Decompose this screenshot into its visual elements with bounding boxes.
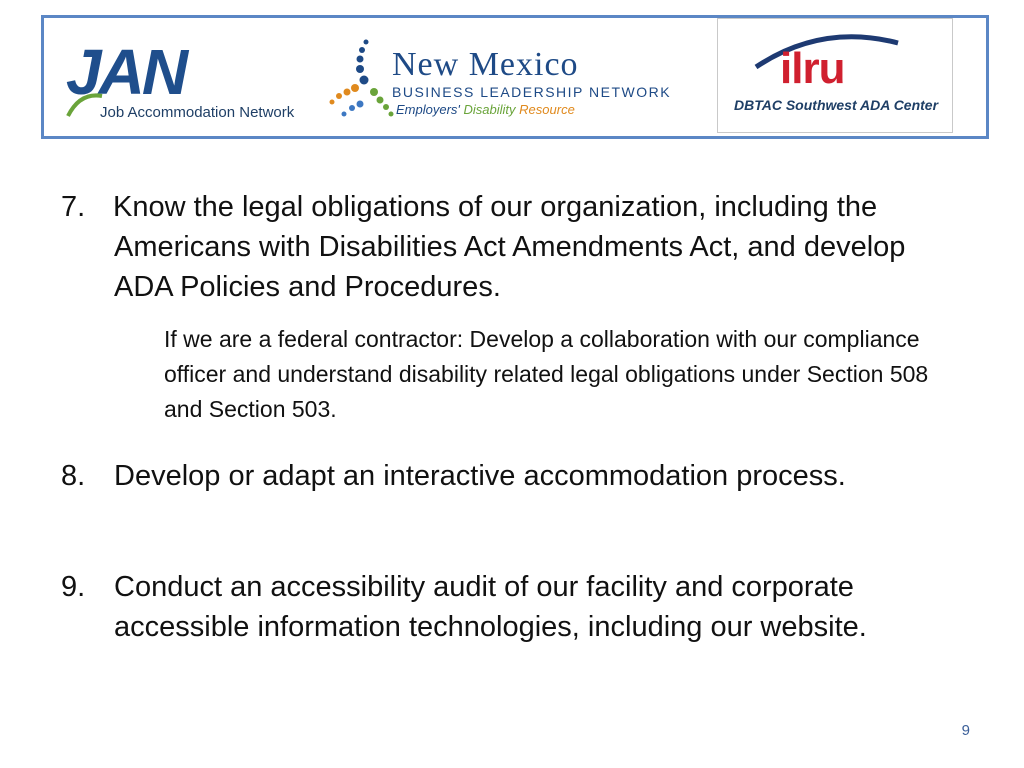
jan-logo-mark: JAN bbox=[66, 36, 186, 108]
item-number: 7. bbox=[61, 191, 86, 223]
ilru-logo bbox=[717, 18, 953, 133]
list-item-7 bbox=[61, 187, 961, 307]
ilru-wordmark: ilru bbox=[780, 44, 845, 93]
new-mexico-subtitle: BUSINESS LEADERSHIP NETWORK bbox=[392, 84, 672, 100]
federal-contractor-note: If we are a federal contractor: Develop a collaboration with our compliance officer and understand disability related legal obligations under Section 508 and Section 503. bbox=[164, 326, 929, 422]
item-number: 8. bbox=[61, 460, 86, 492]
new-mexico-tagline bbox=[396, 102, 575, 117]
jan-logo bbox=[66, 36, 326, 124]
ilru-subtitle: DBTAC Southwest ADA Center bbox=[734, 97, 939, 113]
list-item-8 bbox=[61, 456, 861, 496]
tagline-disability: Disability bbox=[463, 102, 516, 117]
dot-starburst-icon bbox=[326, 32, 396, 124]
item-text-content: Know the legal obligations of our organization, including the Americans with Disabilities Act Amendments Act, and develop ADA Policies and Procedures. bbox=[113, 191, 906, 303]
item-text-content: Conduct an accessibility audit of our facility and corporate accessible information technologies, including our website. bbox=[114, 571, 867, 643]
item-text bbox=[61, 456, 861, 496]
item-text bbox=[61, 567, 971, 647]
tagline-employers: Employers' bbox=[396, 102, 460, 117]
item-number: 9. bbox=[61, 571, 86, 603]
item-text bbox=[61, 187, 961, 307]
new-mexico-title: New Mexico bbox=[392, 46, 579, 83]
new-mexico-logo bbox=[326, 32, 686, 124]
jan-logo-name: Job Accommodation Network bbox=[100, 104, 295, 121]
item-text-content: Develop or adapt an interactive accommodation process. bbox=[114, 460, 846, 492]
tagline-resource: Resource bbox=[519, 102, 575, 117]
logo-banner bbox=[41, 15, 989, 139]
page-number: 9 bbox=[961, 722, 970, 739]
list-item-9 bbox=[61, 567, 971, 647]
